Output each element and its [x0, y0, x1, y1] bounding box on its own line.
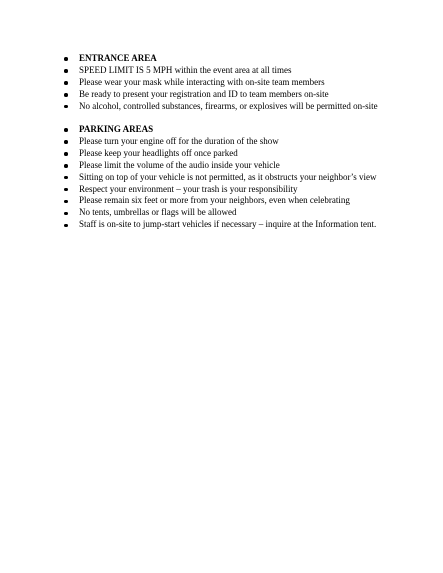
- list-item: [64, 148, 436, 160]
- bullet-icon: [64, 188, 68, 192]
- rule-text: Respect your environment – your trash is your responsibility: [79, 183, 298, 194]
- list-item: [64, 77, 436, 89]
- list-item: [64, 101, 436, 113]
- list-item: [64, 172, 436, 184]
- rule-text: Please wear your mask while interacting with on-site team members: [79, 76, 325, 87]
- list-item: [64, 136, 436, 148]
- rule-text: Please keep your headlights off once parked: [79, 147, 238, 158]
- bullet-icon: [64, 224, 68, 228]
- bullet-icon: [64, 200, 68, 204]
- bullet-icon: [64, 164, 68, 168]
- bullet-icon: [64, 93, 68, 97]
- list-item: [64, 184, 436, 196]
- bullet-icon: [64, 57, 68, 61]
- list-item: [64, 219, 436, 231]
- rule-text: Be ready to present your registration and ID to team members on-site: [79, 88, 329, 99]
- bullet-icon: [64, 176, 68, 180]
- bullet-icon: [64, 81, 68, 85]
- rule-text: No alcohol, controlled substances, firearms, or explosives will be permitted on-site: [79, 100, 378, 111]
- list-item: [64, 195, 436, 207]
- bullet-icon: [64, 69, 68, 73]
- bullet-icon: [64, 140, 68, 144]
- rule-text: Staff is on-site to jump-start vehicles if necessary – inquire at the Information tent.: [79, 219, 377, 230]
- bullet-icon: [64, 128, 68, 132]
- entrance-area-heading-item: [64, 53, 436, 65]
- entrance-area-heading: ENTRANCE AREA: [79, 53, 157, 63]
- rule-text: Please limit the volume of the audio inside your vehicle: [79, 159, 280, 170]
- bullet-icon: [64, 105, 68, 109]
- bullet-icon: [64, 212, 68, 216]
- list-item: [64, 65, 436, 77]
- rule-text: Please remain six feet or more from your neighbors, even when celebrating: [79, 195, 350, 206]
- entrance-area-list: [64, 53, 436, 113]
- parking-areas-section: [64, 124, 436, 231]
- parking-areas-heading-item: [64, 124, 436, 136]
- rule-text: No tents, umbrellas or flags will be allowed: [79, 207, 237, 218]
- rule-text: Please turn your engine off for the duration of the show: [79, 135, 279, 146]
- entrance-area-section: [64, 53, 436, 113]
- bullet-icon: [64, 152, 68, 156]
- parking-areas-heading: PARKING AREAS: [79, 124, 154, 134]
- parking-areas-list: [64, 124, 436, 231]
- list-item: [64, 207, 436, 219]
- rule-text: SPEED LIMIT IS 5 MPH within the event area at all times: [79, 64, 292, 75]
- rule-text: Sitting on top of your vehicle is not permitted, as it obstructs your neighbor’s view: [79, 171, 377, 182]
- list-item: [64, 160, 436, 172]
- list-item: [64, 89, 436, 101]
